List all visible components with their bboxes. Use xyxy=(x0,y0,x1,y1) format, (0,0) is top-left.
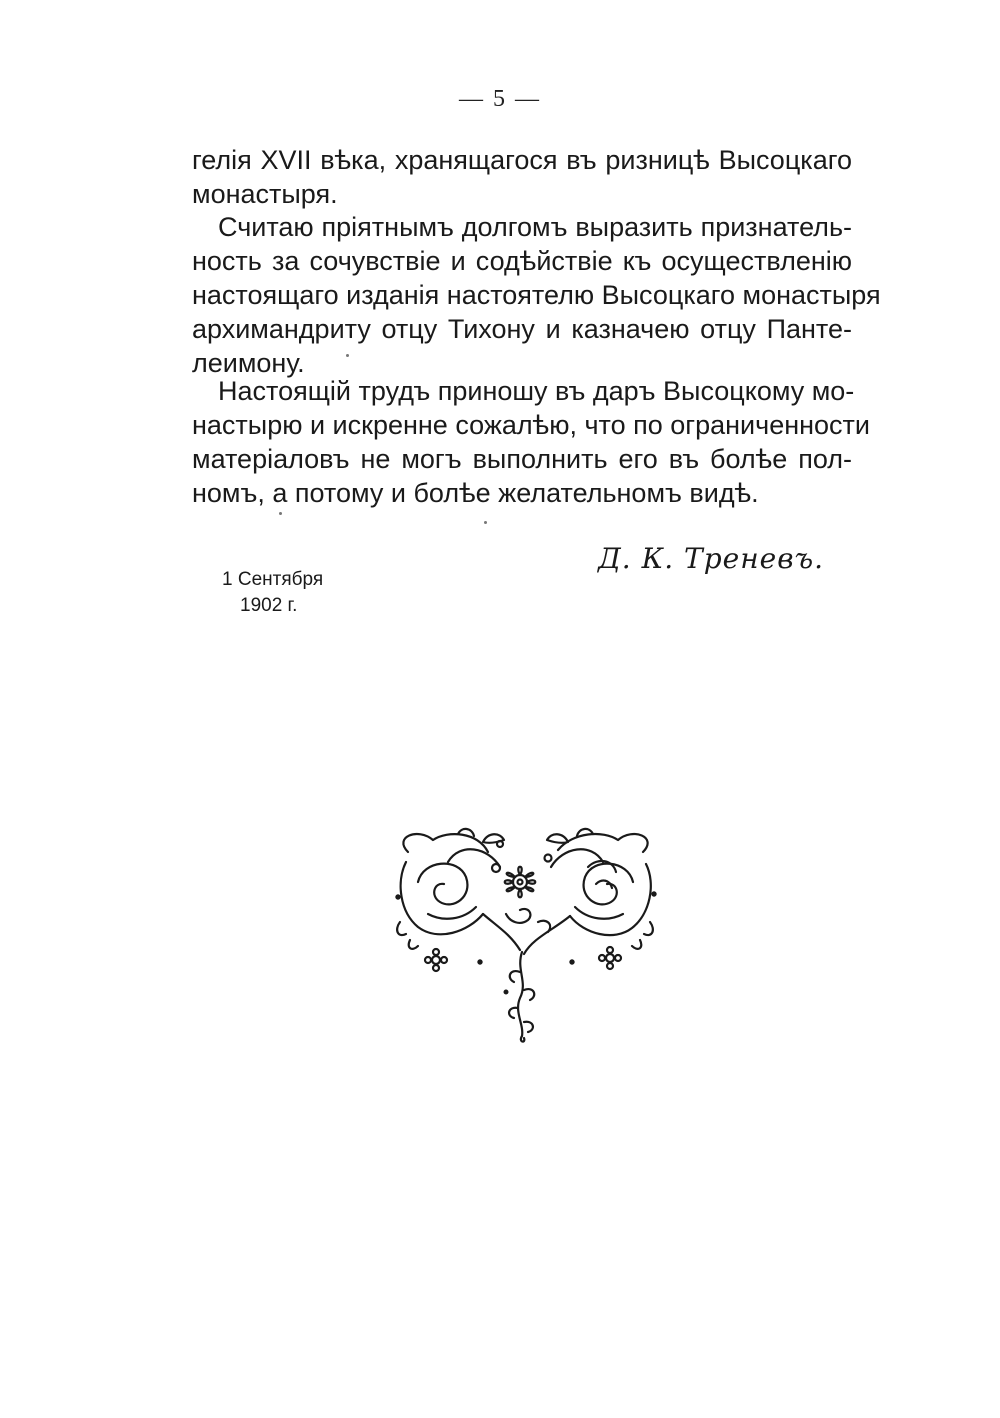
scan-speck xyxy=(346,354,349,357)
page-number: — 5 — xyxy=(459,86,541,112)
scan-speck xyxy=(484,521,487,524)
scan-speck xyxy=(279,512,282,515)
text-line: Настоящій трудъ приношу въ даръ Высоцкому мо- xyxy=(218,376,855,406)
date-year: 1902 г. xyxy=(240,595,298,616)
date-day-month: 1 Сентября xyxy=(222,569,324,590)
text-line: монастыря. xyxy=(192,179,338,209)
paragraph-acknowledgement xyxy=(192,210,881,380)
text-line: Считаю пріятнымъ долгомъ выразить признатель- xyxy=(218,212,852,242)
text-line: номъ, а потому и болѣе желательномъ видѣ. xyxy=(192,478,759,508)
floral-vignette-icon xyxy=(388,822,663,1047)
paragraph-continuation xyxy=(192,143,852,211)
author-signature: Д. К. Треневъ. xyxy=(598,542,825,575)
text-line: гелія XVII вѣка, хранящагося въ ризницѣ Высоцкаго xyxy=(192,145,852,175)
text-line: матеріаловъ не могъ выполнить его въ болѣе пол- xyxy=(192,444,852,474)
text-line: леимону. xyxy=(192,348,305,378)
paragraph-dedication xyxy=(192,374,871,510)
text-line: архимандриту отцу Тихону и казначею отцу Панте- xyxy=(192,314,852,344)
text-line: настоящаго изданія настоятелю Высоцкаго монастыря xyxy=(192,280,881,310)
text-line: настырю и искренне сожалѣю, что по ограниченности xyxy=(192,410,871,440)
date-block xyxy=(222,567,323,619)
text-line: ность за сочувствіе и содѣйствіе къ осуществленію xyxy=(192,246,852,276)
